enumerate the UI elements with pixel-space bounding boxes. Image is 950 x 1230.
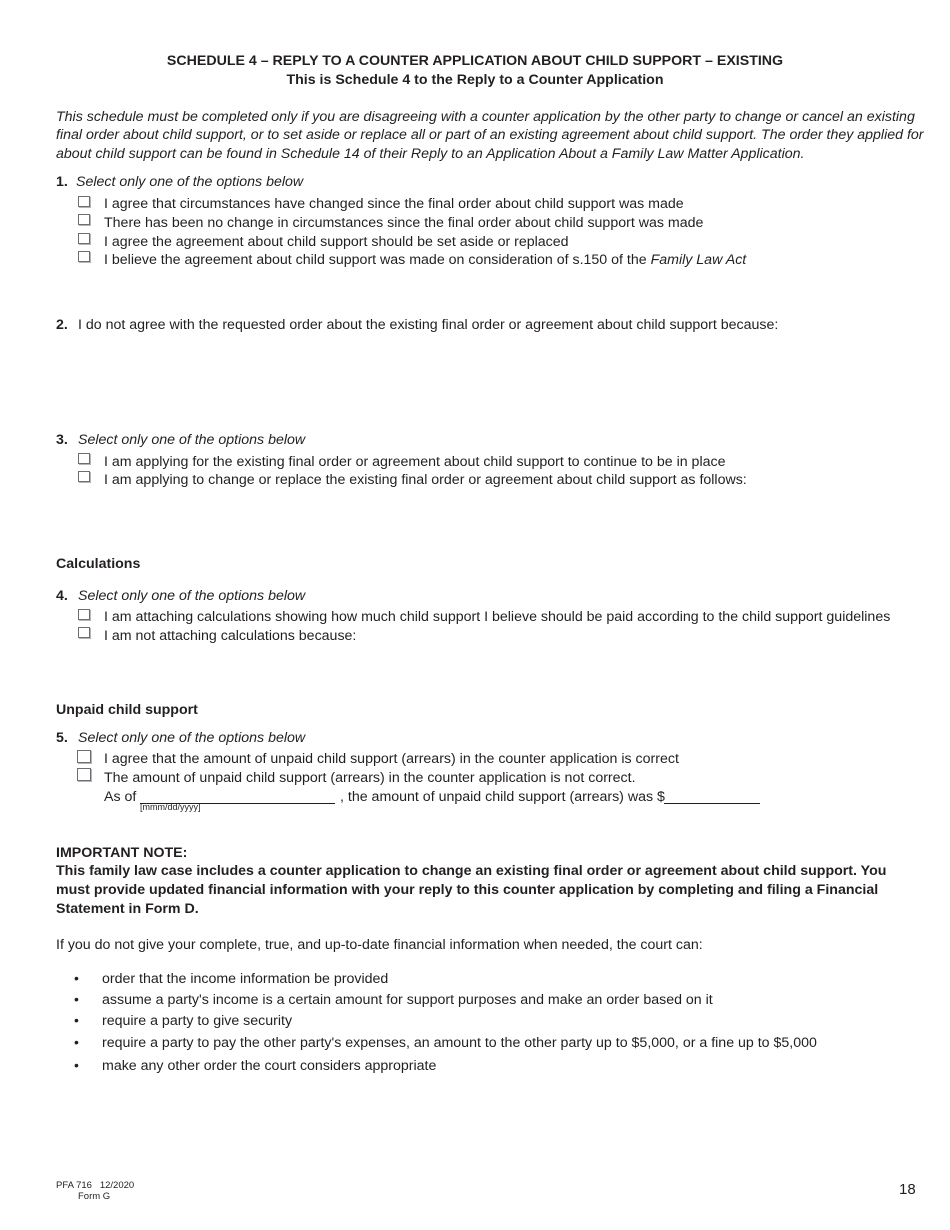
q1-number: 1.	[56, 174, 68, 190]
q3-option-1-checkbox[interactable]	[78, 453, 90, 464]
note-line-2: must provide updated financial information with your reply to this counter application by completing and filing a Financial	[56, 882, 879, 898]
arrears-amount-text: , the amount of unpaid child support (arrears) was $	[340, 789, 665, 805]
bullet-item-5: make any other order the court considers appropriate	[102, 1058, 437, 1074]
q1-option-3-label: I agree the agreement about child support should be set aside or replaced	[104, 234, 569, 250]
q1-option-1-label: I agree that circumstances have changed since the final order about child support was made	[104, 196, 684, 212]
q4-option-2-checkbox[interactable]	[78, 627, 90, 638]
q5-number: 5.	[56, 730, 68, 746]
q3-option-2-checkbox[interactable]	[78, 471, 90, 482]
note-heading: IMPORTANT NOTE:	[56, 845, 188, 861]
q5-prompt: Select only one of the options below	[78, 730, 306, 746]
schedule-title: SCHEDULE 4 – REPLY TO A COUNTER APPLICATION ABOUT CHILD SUPPORT – EXISTING	[166, 53, 784, 69]
bullet-item-3: require a party to give security	[102, 1013, 293, 1029]
date-format-hint: [mmm/dd/yyyy]	[140, 802, 201, 812]
q1-option-2-checkbox[interactable]	[78, 214, 90, 225]
bullet-marker: •	[74, 1057, 79, 1073]
intro-line-1: This schedule must be completed only if you are disagreeing with a counter application by the other party to change or cancel an existing	[56, 109, 915, 125]
q5-option-2-checkbox[interactable]	[77, 768, 91, 781]
court-can-intro: If you do not give your complete, true, and up-to-date financial information when needed, the court can:	[56, 937, 703, 953]
amount-input-line[interactable]	[664, 803, 760, 804]
note-line-1: This family law case includes a counter application to change an existing final order or agreement about child support. You	[56, 863, 887, 879]
page-number: 18	[899, 1181, 916, 1198]
q3-option-1-label: I am applying for the existing final order or agreement about child support to continue to be in place	[104, 454, 726, 470]
q3-prompt: Select only one of the options below	[78, 432, 306, 448]
family-law-act-italic: Family Law Act	[650, 252, 747, 268]
note-line-3: Statement in Form D.	[56, 901, 199, 917]
bullet-item-4: require a party to pay the other party's expenses, an amount to the other party up to $5,000, or a fine up to $5,000	[102, 1035, 817, 1051]
q4-option-1-checkbox[interactable]	[78, 609, 90, 620]
bullet-marker: •	[74, 1012, 79, 1028]
bullet-item-2: assume a party's income is a certain amount for support purposes and make an order based on it	[102, 992, 713, 1008]
bullet-marker: •	[74, 1034, 79, 1050]
intro-line-3: about child support can be found in Schedule 14 of their Reply to an Application About a Family Law Matter Application.	[56, 146, 805, 162]
q5-option-1-checkbox[interactable]	[77, 750, 91, 763]
intro-line-2: final order about child support, or to set aside or replace all or part of an existing agreement about child support. The order they applied for	[56, 127, 924, 143]
q4-number: 4.	[56, 588, 68, 604]
q2-number: 2.	[56, 317, 68, 333]
schedule-subtitle: This is Schedule 4 to the Reply to a Counter Application	[286, 72, 664, 88]
q1-option-2-label: There has been no change in circumstances since the final order about child support was made	[104, 215, 704, 231]
q1-option-4-checkbox[interactable]	[78, 251, 90, 262]
bullet-marker: •	[74, 970, 79, 986]
form-name: Form G	[78, 1191, 111, 1202]
q5-option-2-label: The amount of unpaid child support (arrears) in the counter application is not correct.	[104, 770, 636, 786]
bullet-item-1: order that the income information be provided	[102, 971, 389, 987]
q4-prompt: Select only one of the options below	[78, 588, 306, 604]
q3-number: 3.	[56, 432, 68, 448]
q1-prompt: Select only one of the options below	[76, 174, 304, 190]
q1-option-1-checkbox[interactable]	[78, 196, 90, 207]
q5-option-1-label: I agree that the amount of unpaid child support (arrears) in the counter application is correct	[104, 751, 679, 767]
as-of-label: As of	[104, 789, 137, 805]
q2-text: I do not agree with the requested order about the existing final order or agreement about child support because:	[78, 317, 779, 333]
form-code: PFA 716 12/2020	[56, 1180, 135, 1191]
q4-option-1-label: I am attaching calculations showing how much child support I believe should be paid according to the child support guidelines	[104, 609, 891, 625]
unpaid-heading: Unpaid child support	[56, 702, 198, 718]
q1-option-3-checkbox[interactable]	[78, 233, 90, 244]
q3-option-2-label: I am applying to change or replace the existing final order or agreement about child support as follows:	[104, 472, 747, 488]
calculations-heading: Calculations	[56, 556, 141, 572]
q4-option-2-label: I am not attaching calculations because:	[104, 628, 357, 644]
q1-option-4-text: I believe the agreement about child support was made on consideration of s.150 of the	[104, 252, 651, 268]
q1-option-4-label	[104, 252, 746, 268]
bullet-marker: •	[74, 991, 79, 1007]
